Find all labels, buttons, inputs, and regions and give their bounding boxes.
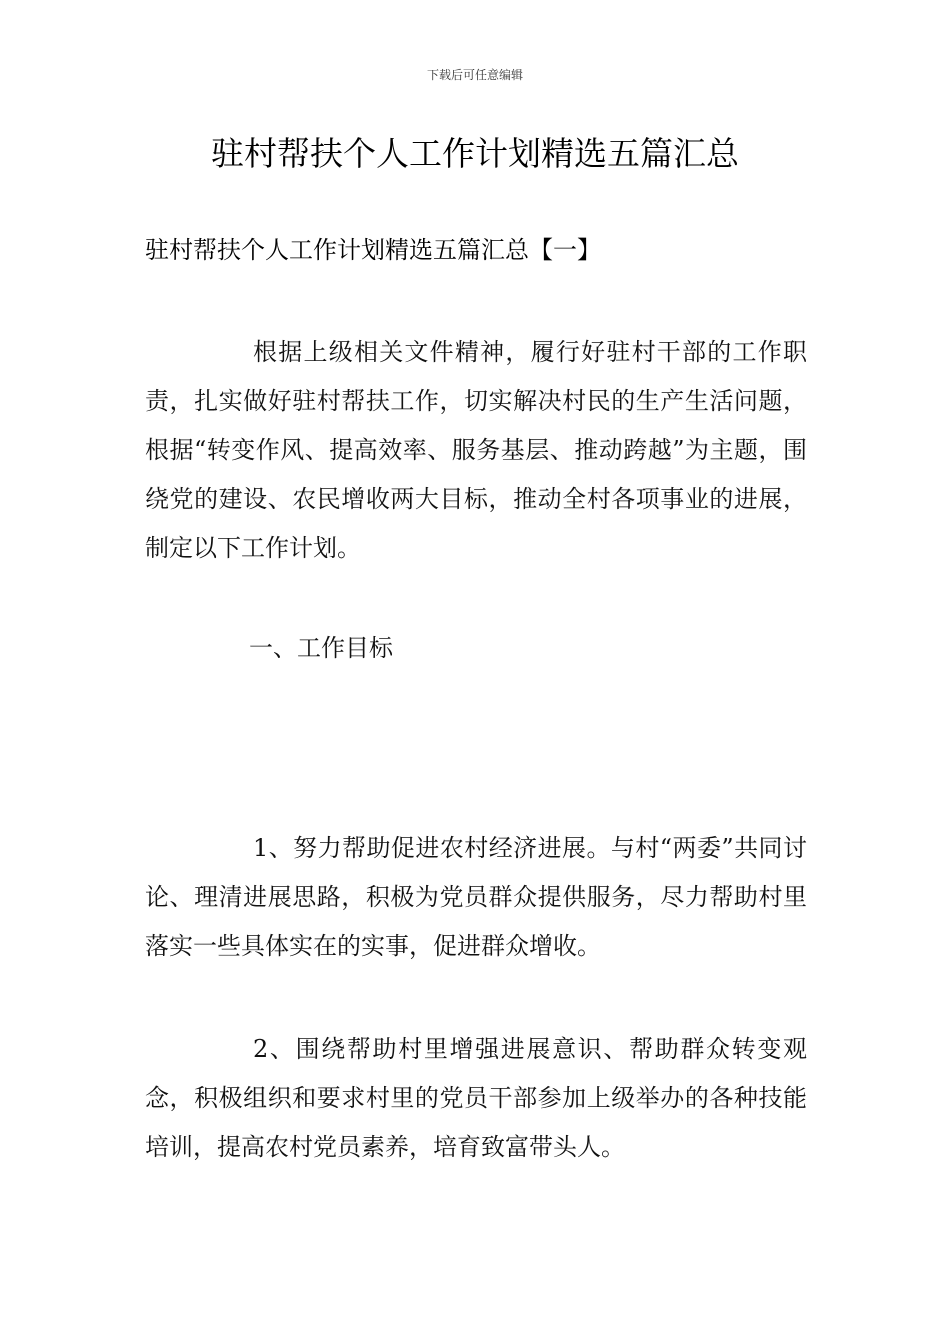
section-title: 驻村帮扶个人工作计划精选五篇汇总【一】	[145, 236, 601, 264]
goal-item-1: 1、努力帮助促进农村经济进展。与村“两委”共同讨论、理清进展思路，积极为党员群众提供服务，尽力帮助村里落实一些具体实在的实事，促进群众增收。	[145, 834, 807, 960]
goal-item-2: 2、围绕帮助村里增强进展意识、帮助群众转变观念，积极组织和要求村里的党员干部参加上级举办的各种技能培训，提高农村党员素养，培育致富带头人。	[145, 1035, 807, 1161]
heading-work-goals: 一、工作目标	[249, 634, 393, 662]
page-header-note: 下载后可任意编辑	[426, 68, 523, 82]
intro-paragraph: 根据上级相关文件精神，履行好驻村干部的工作职责，扎实做好驻村帮扶工作，切实解决村民的生产生活问题，根据“转变作风、提高效率、服务基层、推动跨越”为主题，围绕党的建设、农民增收两大目标，推动全村各项事业的进展，制定以下工作计划。	[145, 338, 807, 562]
document-title: 驻村帮扶个人工作计划精选五篇汇总	[211, 134, 739, 173]
